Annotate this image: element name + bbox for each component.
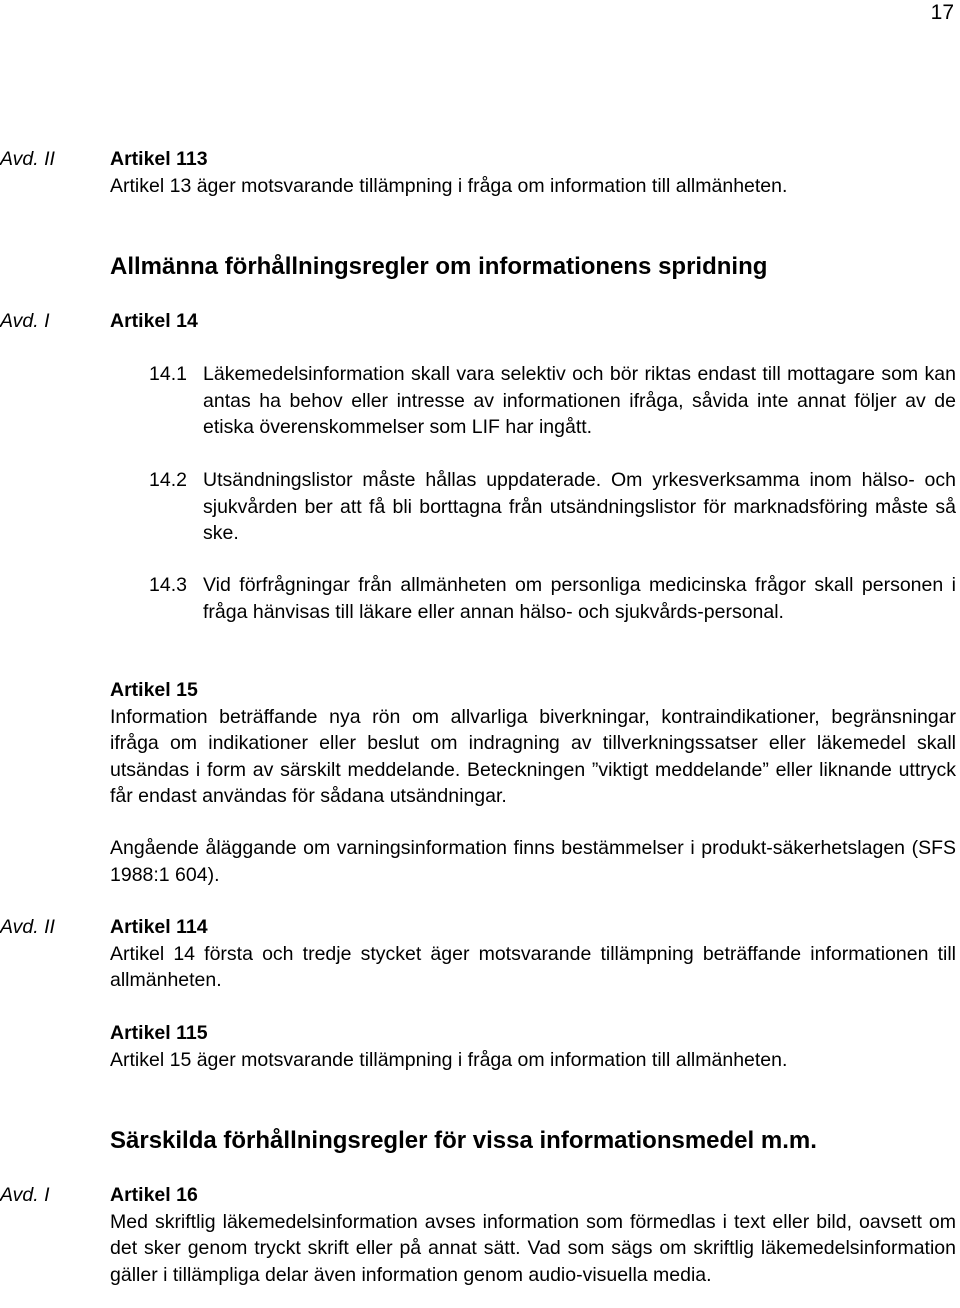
article-113 <box>110 146 956 199</box>
paragraph-text: Läkemedelsinformation skall vara selektiv och bör riktas endast till mottagare som kan antas ha behov eller intresse av informationen ifråga, såvida inte annat följer av de etiska överenskommelser som LIF har ingått. <box>203 363 956 438</box>
article-113-text: Artikel 13 äger motsvarande tillämpning i fråga om information till allmänheten. <box>110 174 788 197</box>
article-16 <box>110 1182 956 1288</box>
article-16-text: Med skriftlig läkemedelsinformation avses information som förmedlas i text eller bild, oavsett om det sker genom tryckt skrift eller på annat sätt. Vad som sägs om skriftlig läkemedelsinformation gäller i tillämpliga delar även information genom audio-visuella media. <box>110 1210 956 1286</box>
paragraph-number: 14.1 <box>149 363 187 385</box>
article-115-text: Artikel 15 äger motsvarande tillämpning i fråga om information till allmänheten. <box>110 1048 788 1071</box>
article-15-title: Artikel 15 <box>110 679 198 701</box>
article-16-title: Artikel 16 <box>110 1184 198 1206</box>
avd-label-a14: Avd. I <box>0 310 50 332</box>
paragraph-number: 14.2 <box>149 469 187 491</box>
section-heading-informationsmedel: Särskilda förhållningsregler för vissa informationsmedel m.m. <box>110 1127 817 1154</box>
article-14-title <box>110 308 956 335</box>
paragraph-14-1 <box>149 361 956 441</box>
article-15-text: Information beträffande nya rön om allvarliga biverkningar, kontraindikationer, begränsningar ifråga om indikationer eller beslut om indragning av tillverkningssatser eller läkemedel skall utsändas i form av särskilt meddelande. Beteckningen ”viktigt meddelande” eller liknande uttryck får endast användas för sådana utsändningar. <box>110 705 956 807</box>
article-115 <box>110 1020 956 1073</box>
article-15-text-2: Angående åläggande om varningsinformation finns bestämmelser i produkt-säkerhetslagen (SFS 1988:1 604). <box>110 837 956 886</box>
article-114-text: Artikel 14 första och tredje stycket äger motsvarande tillämpning beträffande informationen till allmänheten. <box>110 942 956 991</box>
article-15-note <box>110 835 956 888</box>
paragraph-number: 14.3 <box>149 574 187 596</box>
page-number: 17 <box>930 1 954 24</box>
avd-label-a114: Avd. II <box>0 916 55 938</box>
paragraph-text: Vid förfrågningar från allmänheten om personliga medicinska frågor skall personen i fråga hänvisas till läkare eller annan hälso- och sjukvårds-personal. <box>203 574 956 623</box>
avd-label-a113: Avd. II <box>0 148 55 170</box>
article-114-title: Artikel 114 <box>110 916 208 938</box>
article-15 <box>110 677 956 810</box>
paragraph-text: Utsändningslistor måste hållas uppdaterade. Om yrkesverksamma inom hälso- och sjukvården ber att få bli borttagna från utsändningslistor för marknadsföring måste så ske. <box>203 469 956 544</box>
article-14-heading: Artikel 14 <box>110 310 198 332</box>
avd-label-a16: Avd. I <box>0 1184 50 1206</box>
article-115-title: Artikel 115 <box>110 1022 208 1044</box>
article-113-title: Artikel 113 <box>110 148 208 170</box>
paragraph-14-3 <box>149 572 956 625</box>
article-114 <box>110 914 956 994</box>
section-heading-spridning: Allmänna förhållningsregler om informationens spridning <box>110 253 768 280</box>
paragraph-14-2 <box>149 467 956 547</box>
